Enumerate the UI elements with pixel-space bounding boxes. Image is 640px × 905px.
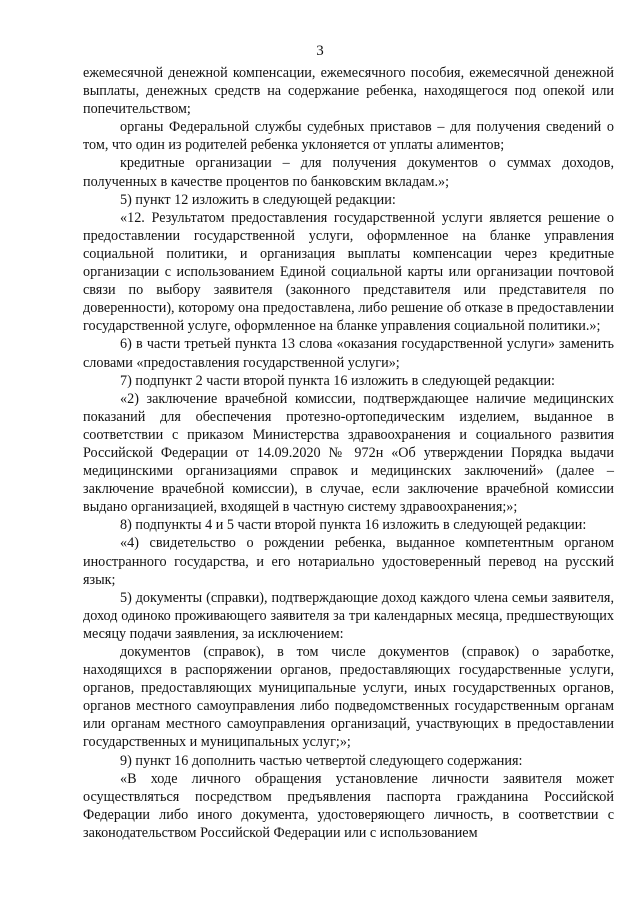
paragraph-item-6: 6) в части третьей пункта 13 слова «оказания государственной услуги» заменить словами «предоставления государственной услуги»; (83, 336, 614, 371)
paragraph-item-7: 7) подпункт 2 части второй пункта 16 изложить в следующей редакции: (120, 372, 555, 389)
paragraph-exceptions: документов (справок), в том числе документов (справок) о заработке, находящихся в распоряжении органов, предоставляющих государственные услуги, органов, предоставляющих муниципальные услуги, иных государственных органов, органов местного самоуправления либо подведомственных государственным органам или органам местного самоуправления организаций, участвующих в предоставлении государственных и муниципальных услуг;»; (83, 644, 614, 751)
paragraph-bailiffs: органы Федеральной службы судебных приставов – для получения сведений о том, что один из родителей ребенка уклоняется от уплаты алиментов; (83, 119, 614, 154)
paragraph-item-5: 5) пункт 12 изложить в следующей редакции: (120, 191, 396, 208)
paragraph-identity: «В ходе личного обращения установление личности заявителя может осуществляться посредством предъявления паспорта гражданина Российской Федерации либо иного документа, удостоверяющего личность, в соответствии с законодательством Российской Федерации или с использованием (83, 770, 614, 841)
paragraph-subitem-4: «4) свидетельство о рождении ребенка, выданное компетентным органом иностранного государства, и его нотариально удостоверенный перевод на русский язык; (83, 535, 614, 588)
paragraph-continuation: ежемесячной денежной компенсации, ежемесячного пособия, ежемесячной денежной выплаты, денежных средств на содержание ребенка, находящегося под опекой или попечительством; (83, 65, 614, 118)
page-number: 3 (316, 43, 324, 59)
document-body (83, 64, 614, 842)
paragraph-subitem-5: 5) документы (справки), подтверждающие доход каждого члена семьи заявителя, доход одиноко проживающего заявителя за три календарных месяца, предшествующих месяцу подачи заявления, за исключением: (83, 589, 614, 642)
paragraph-credit-organizations: кредитные организации – для получения документов о суммах доходов, полученных в качестве процентов по банковским вкладам.»; (83, 155, 614, 190)
paragraph-item-9: 9) пункт 16 дополнить частью четвертой следующего содержания: (120, 752, 523, 769)
paragraph-clause-12: «12. Результатом предоставления государственной услуги является решение о предоставлении государственной услуги, оформленное на бланке управления социальной политики, и организация выплаты компенсации через кредитные организации с использованием Единой социальной карты или организации почтовой связи по выбору заявителя (законного представителя или представителя по доверенности), которому она предоставлена, либо решение об отказе в предоставлении государственной услуге, оформленное на бланке управления социальной политики.»; (83, 209, 614, 335)
paragraph-subitem-2: «2) заключение врачебной комиссии, подтверждающее наличие медицинских показаний для обеспечения протезно-ортопедическим изделием, выданное в соответствии с приказом Министерства здравоохранения и социального развития Российской Федерации от 14.09.2020 № 972н «Об утверждении Порядка выдачи медицинскими организациями справок и медицинских заключений» (далее – заключение врачебной комиссии), в случае, если заключение врачебной комиссии выдано организацией, входящей в частную систему здравоохранения;»; (83, 390, 614, 516)
paragraph-item-8: 8) подпункты 4 и 5 части второй пункта 16 изложить в следующей редакции: (120, 517, 587, 534)
